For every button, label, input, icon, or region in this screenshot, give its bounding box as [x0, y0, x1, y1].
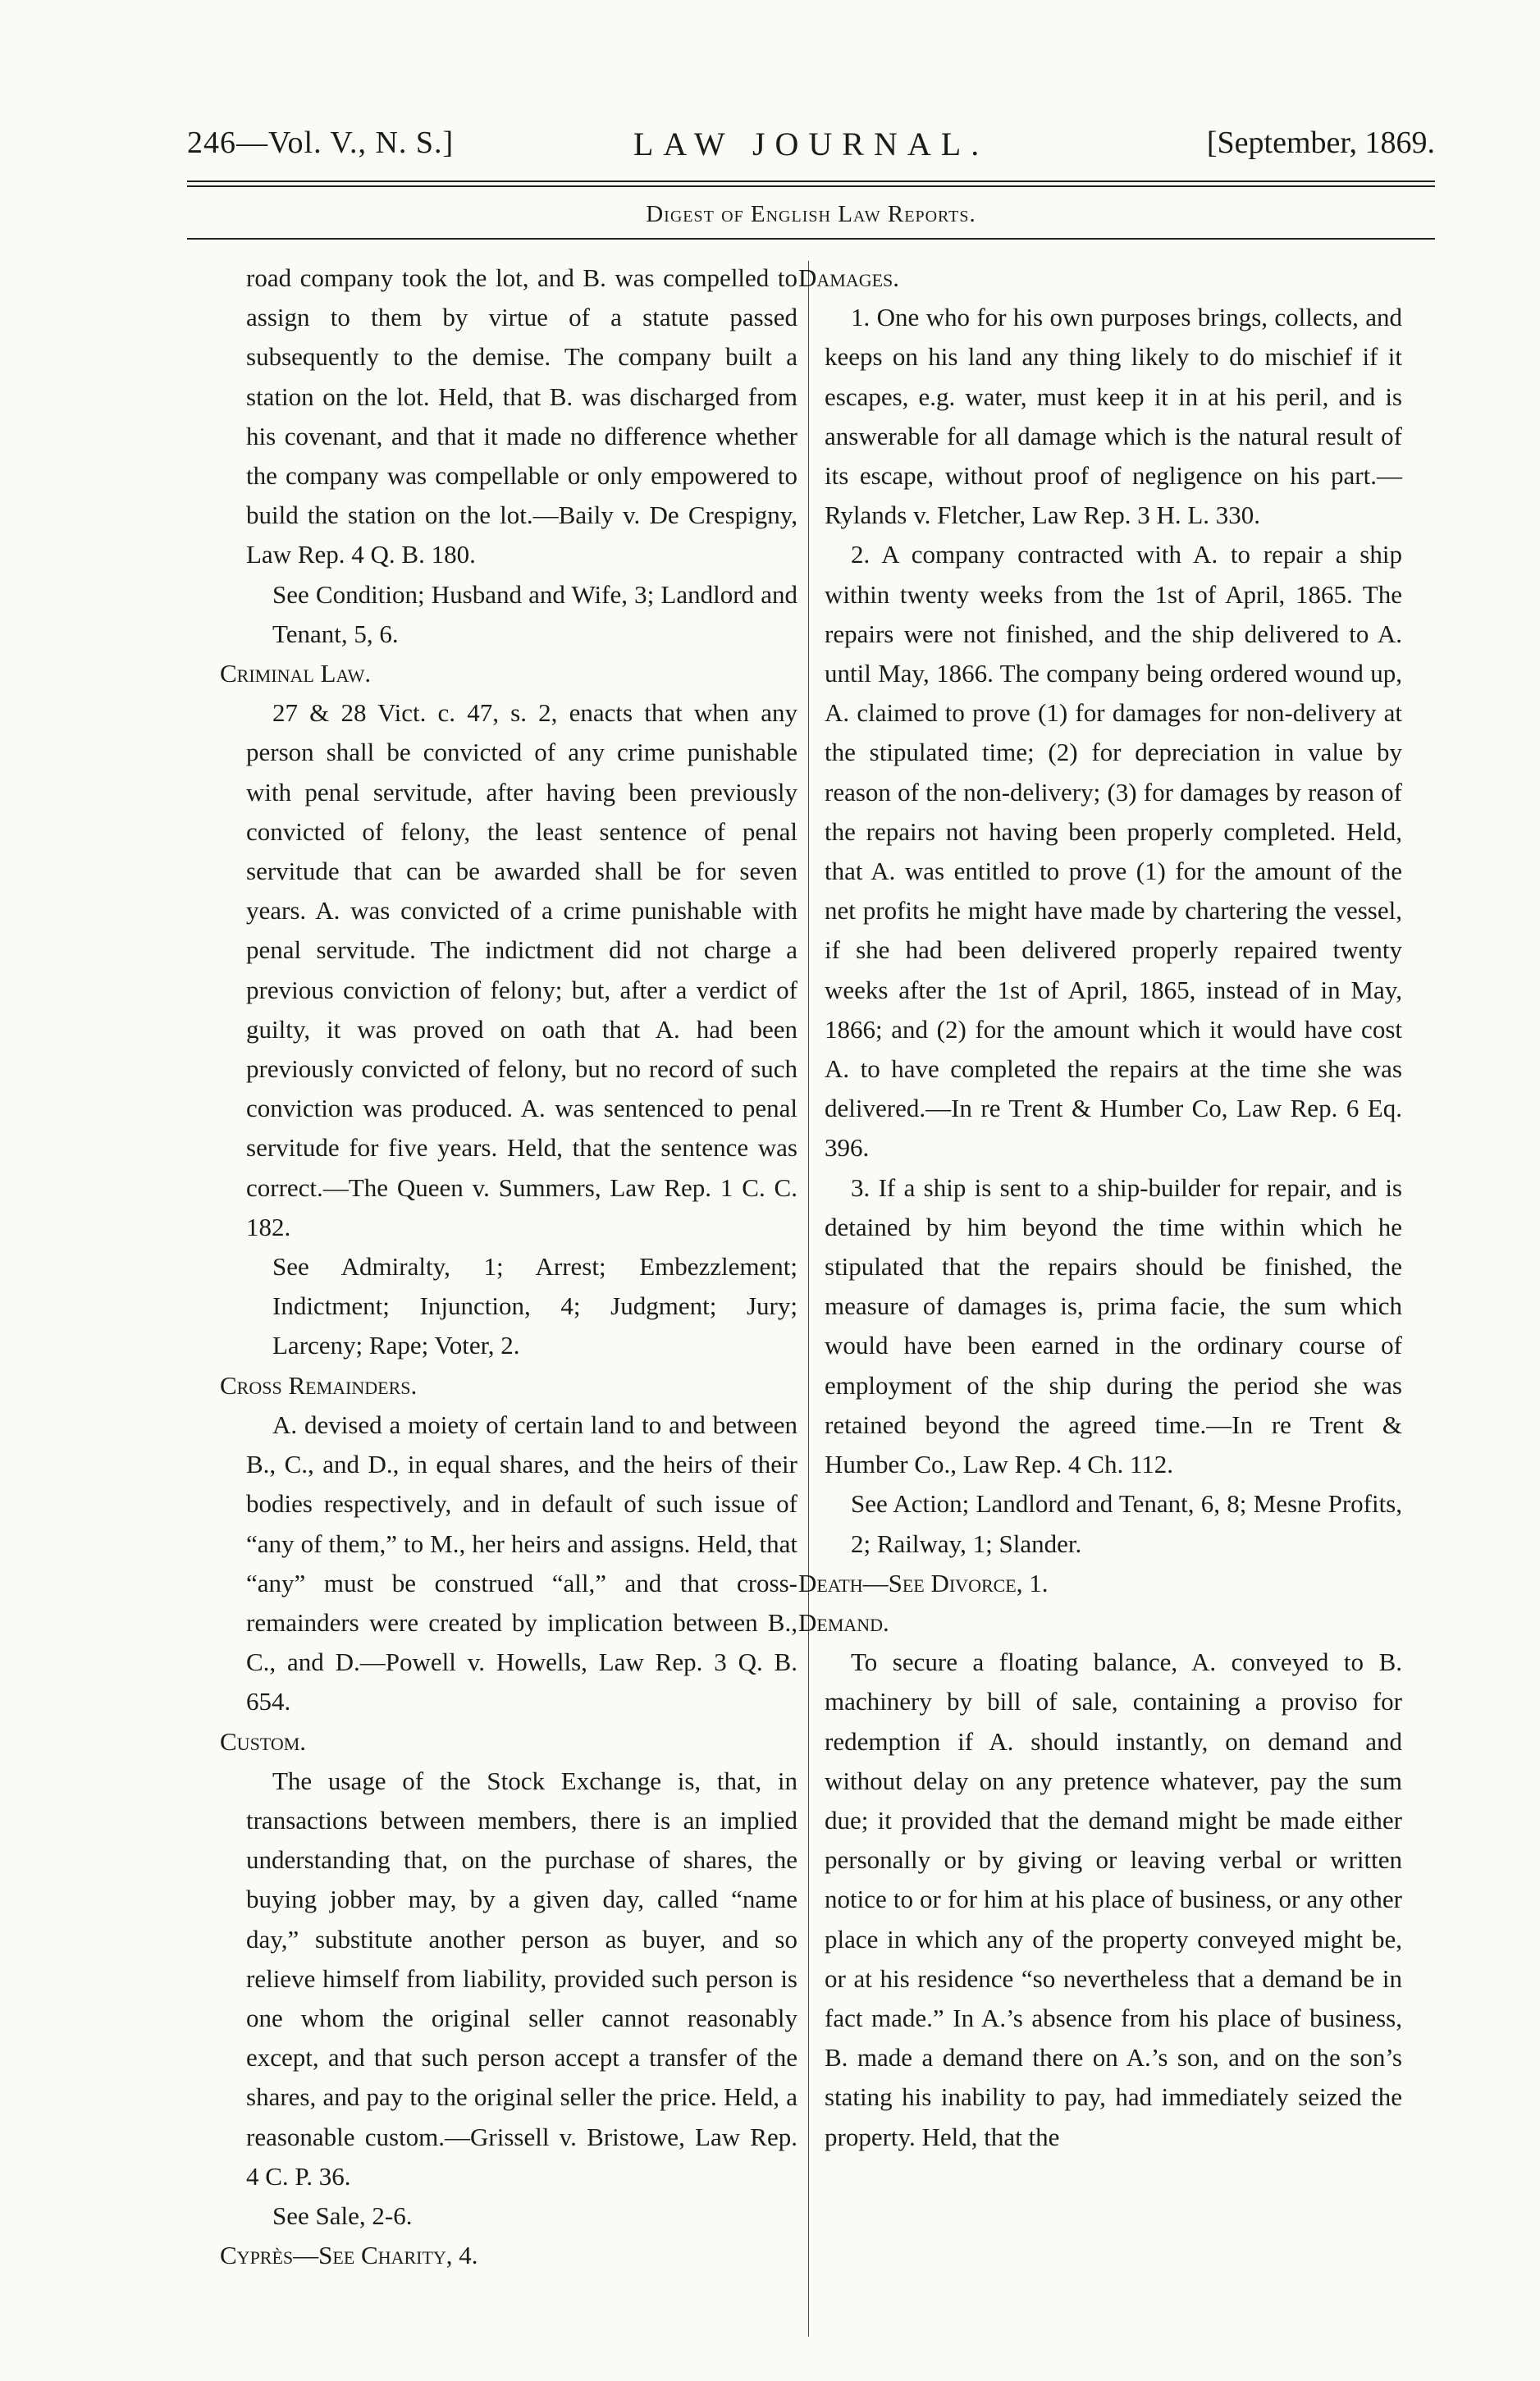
issue-date: [September, 1869.	[1206, 126, 1435, 160]
left-column-see-4: See Admiralty, 1; Arrest; Embezzlement; Indictment; Injunction, 4; Judgment; Jury; Larceny; Rape; Voter, 2.	[272, 1252, 797, 1360]
right-column	[798, 258, 1402, 2157]
right-column-see-4: See Action; Landlord and Tenant, 6, 8; Mesne Profits, 2; Railway, 1; Slander.	[851, 1489, 1402, 1558]
column-divider	[808, 261, 809, 2337]
left-column-head-10: Cyprès—See Charity, 4.	[220, 2241, 478, 2270]
running-head	[187, 125, 1435, 174]
left-column-para-6: A. devised a moiety of certain land to and between B., C., and D., in equal shares, and the heirs of their bodies respectively, and in default of such issue of “any of them,” to M., her heirs and assigns. Held, that “any” must be construed “all,” and that cross-remainders were created by implication between B., C., and D.—Powell v. Howells, Law Rep. 3 Q. B. 654.	[246, 1410, 797, 1716]
page-volume: 246—Vol. V., N. S.]	[187, 126, 455, 160]
left-column-para-3: 27 & 28 Vict. c. 47, s. 2, enacts that when any person shall be convicted of any crime punishable with penal servitude, after having been previously convicted of felony, the least sentence of penal servitude that can be awarded shall be for seven years. A. was convicted of a crime punishable with penal servitude. The indictment did not charge a previous conviction of felony; but, after a verdict of guilty, it was proved on oath that A. had been previously convicted of felony, but no record of such conviction was produced. A. was sentenced to penal servitude for five years. Held, that the sentence was correct.—The Queen v. Summers, Law Rep. 1 C. C. 182.	[246, 698, 797, 1241]
right-column-para-7: To secure a floating balance, A. conveyed to B. machinery by bill of sale, containing a proviso for redemption if A. should instantly, on demand and without delay on any pretence whatever, pay the sum due; it provided that the demand might be made either personally or by giving or leaving verbal or written notice to or for him at his place of business, or any other place in which any of the property conveyed might be, or at his residence “so nevertheless that a demand be in fact made.” In A.’s absence from his place of business, B. made a demand there on A.’s son, and on the son’s stating his inability to pay, had immediately seized the property. Held, that the	[825, 1648, 1402, 2151]
journal-title: LAW JOURNAL.	[633, 126, 989, 162]
left-column-head-5: Cross Remainders.	[220, 1370, 418, 1400]
left-column-cont-0: road company took the lot, and B. was compelled to assign to them by virtue of a statute passed subsequently to the demise. The company built a station on the lot. Held, that B. was discharged from his covenant, and that it made no difference whether the company was compellable or only empowered to build the station on the lot.—Baily v. De Crespigny, Law Rep. 4 Q. B. 180.	[246, 263, 797, 569]
left-column	[220, 258, 797, 2275]
left-column-head-7: Custom.	[220, 1726, 307, 1756]
right-column-para-1: 1. One who for his own purposes brings, collects, and keeps on his land any thing likely to do mischief if it escapes, e.g. water, must keep it in at his peril, and is answerable for all damage which is the natural result of its escape, without proof of negligence on his part.—Rylands v. Fletcher, Law Rep. 3 H. L. 330.	[825, 303, 1402, 530]
right-column-head-0: Damages.	[798, 263, 900, 292]
header-rule-bottom	[187, 185, 1435, 187]
left-column-head-2: Criminal Law.	[220, 659, 372, 688]
section-title: Digest of English Law Reports.	[646, 201, 976, 227]
right-column-para-3: 3. If a ship is sent to a ship-builder for repair, and is detained by him beyond the time within which he stipulated that the repairs should be finished, the measure of damages is, prima facie, the sum which would have been earned in the ordinary course of employment of the ship during the period she was retained beyond the agreed time.—In re Trent & Humber Co., Law Rep. 4 Ch. 112.	[825, 1172, 1402, 1479]
right-column-head-6: Demand.	[798, 1607, 889, 1637]
header-rule-top	[187, 181, 1435, 182]
left-column-para-8: The usage of the Stock Exchange is, that, in transactions between members, there is an implied understanding that, on the purchase of shares, the buying jobber may, by a given day, called “name day,” substitute another person as buyer, and so relieve himself from liability, provided such person is one whom the original seller cannot reasonably except, and that such person accept a transfer of the shares, and pay to the original seller the price. Held, a reasonable custom.—Grissell v. Bristowe, Law Rep. 4 C. P. 36.	[246, 1766, 797, 2191]
right-column-para-2: 2. A company contracted with A. to repair a ship within twenty weeks from the 1st of April, 1865. The repairs were not finished, and the ship delivered to A. until May, 1866. The company being ordered wound up, A. claimed to prove (1) for damages for non-delivery at the stipulated time; (2) for depreciation in value by reason of the non-delivery; (3) for damages by reason of the repairs not having been properly completed. Held, that A. was entitled to prove (1) for the amount of the net profits he might have made by chartering the vessel, if she had been delivered properly repaired twenty weeks after the 1st of April, 1865, instead of in May, 1866; and (2) for the amount which it would have cost A. to have completed the repairs at the time she was delivered.—In re Trent & Humber Co, Law Rep. 6 Eq. 396.	[825, 540, 1402, 1163]
left-column-see-9: See Sale, 2-6.	[272, 2200, 413, 2230]
subhead-rule	[187, 238, 1435, 240]
left-column-see-1: See Condition; Husband and Wife, 3; Landlord and Tenant, 5, 6.	[272, 579, 797, 648]
right-column-head-5: Death—See Divorce, 1.	[798, 1568, 1049, 1597]
